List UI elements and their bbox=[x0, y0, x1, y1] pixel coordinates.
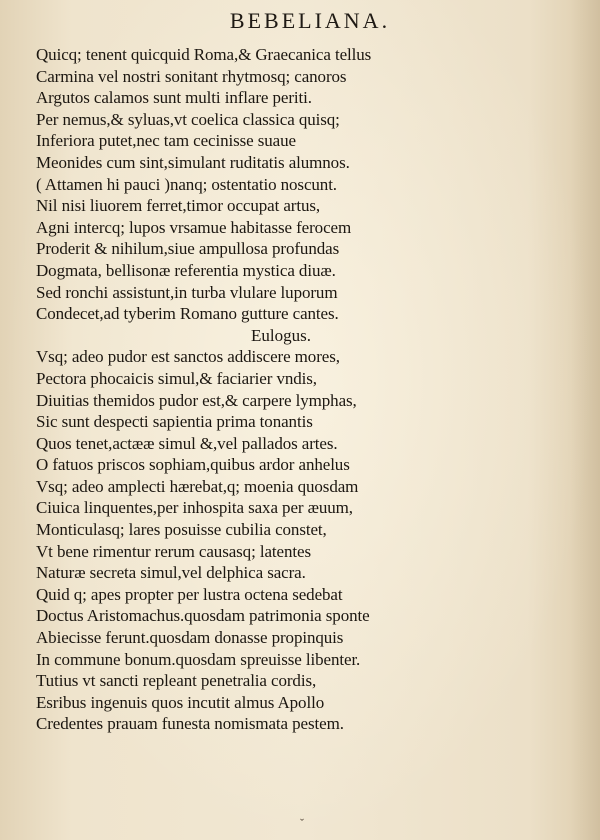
verse-line: Sic sunt despecti sapientia prima tonantis bbox=[36, 412, 313, 432]
verse-line: Diuitias themidos pudor est,& carpere lymphas, bbox=[36, 390, 357, 410]
page-edge-shadow bbox=[570, 0, 600, 840]
verse-group-after bbox=[36, 346, 566, 735]
verse-line: Quos tenet,actææ simul &,vel pallados artes. bbox=[36, 433, 338, 453]
verse-line: Vsq; adeo amplecti hærebat,q; moenia quosdam bbox=[36, 476, 359, 496]
verse-line: ( Attamen hi pauci )nanq; ostentatio noscunt. bbox=[36, 174, 337, 194]
verse-group-before bbox=[36, 44, 566, 325]
verse-line: Nil nisi liuorem ferret,timor occupat artus, bbox=[36, 196, 321, 216]
verse-line: Monticulasq; lares posuisse cubilia constet, bbox=[36, 520, 327, 540]
verse-line: Sed ronchi assistunt,in turba vlulare luporum bbox=[36, 282, 338, 302]
poem-text bbox=[36, 44, 566, 735]
verse-line: Inferiora putet,nec tam cecinisse suaue bbox=[36, 131, 296, 151]
verse-line: Quid q; apes propter per lustra octena sedebat bbox=[36, 584, 343, 604]
verse-line: Credentes prauam funesta nomismata pestem. bbox=[36, 714, 344, 734]
verse-line: Naturæ secreta simul,vel delphica sacra. bbox=[36, 563, 306, 583]
verse-line: Abiecisse ferunt.quosdam donasse propinquis bbox=[36, 628, 344, 648]
verse-line: Argutos calamos sunt multi inflare periti. bbox=[36, 88, 312, 108]
running-header: BEBELIANA. bbox=[229, 8, 391, 33]
verse-line: Vt bene rimentur rerum causasq; latentes bbox=[36, 541, 311, 561]
verse-line: Condecet,ad tyberim Romano gutture cantes. bbox=[36, 304, 339, 324]
signature-mark: ˇ bbox=[300, 816, 304, 830]
verse-line: Proderit & nihilum,siue ampullosa profundas bbox=[36, 239, 340, 259]
verse-line: Vsq; adeo pudor est sanctos addiscere mores, bbox=[36, 347, 340, 367]
verse-line: O fatuos priscos sophiam,quibus ardor anhelus bbox=[36, 455, 350, 475]
verse-line: Pectora phocaicis simul,& faciarier vndis, bbox=[36, 368, 317, 388]
verse-line: Ciuica linquentes,per inhospita saxa per æuum, bbox=[36, 498, 353, 518]
verse-line: Per nemus,& syluas,vt coelica classica quisq; bbox=[36, 109, 340, 129]
verse-line: Tutius vt sancti repleant penetralia cordis, bbox=[36, 671, 317, 691]
verse-line: Esribus ingenuis quos incutit almus Apollo bbox=[36, 692, 325, 712]
verse-line: Agni intercq; lupos vrsamue habitasse ferocem bbox=[36, 217, 352, 237]
verse-line: Doctus Aristomachus.quosdam patrimonia sponte bbox=[36, 606, 370, 626]
verse-line: In commune bonum.quosdam spreuisse libenter. bbox=[36, 649, 361, 669]
verse-line: Carmina vel nostri sonitant rhytmosq; canoros bbox=[36, 66, 347, 86]
verse-line: Meonides cum sint,simulant ruditatis alumnos. bbox=[36, 152, 350, 172]
verse-line: Dogmata, bellisonæ referentia mystica diuæ. bbox=[36, 260, 336, 280]
speaker-heading: Eulogus. bbox=[251, 325, 311, 345]
verse-line: Quicq; tenent quicquid Roma,& Graecanica tellus bbox=[36, 45, 372, 64]
